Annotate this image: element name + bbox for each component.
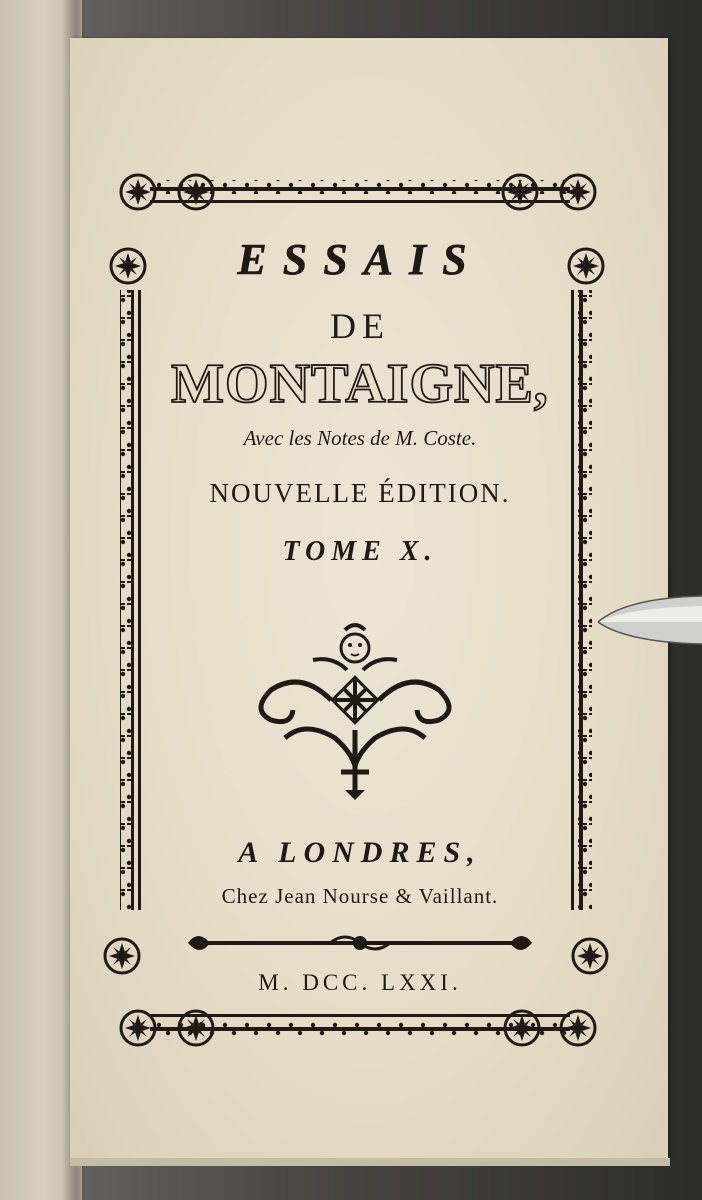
imprint-publisher: Chez Jean Nourse & Vaillant.	[221, 884, 499, 908]
fleuron-icon	[188, 936, 532, 950]
subtitle-notes: Avec les Notes de M. Coste.	[243, 426, 477, 450]
title-montaigne: MONTAIGNE,	[171, 353, 549, 415]
imprint-city: A LONDRES,	[238, 836, 482, 869]
edition-line: NOUVELLE ÉDITION.	[209, 478, 511, 508]
title-essais: ESSAIS	[237, 235, 483, 284]
show-through-mark	[4, 610, 82, 720]
cherub-vignette-icon	[261, 625, 449, 800]
volume-line: TOME X.	[282, 536, 438, 567]
imprint-date: M. DCC. LXXI.	[258, 970, 462, 995]
title-de: DE	[330, 306, 390, 346]
bookmark-blade-icon	[596, 592, 702, 650]
